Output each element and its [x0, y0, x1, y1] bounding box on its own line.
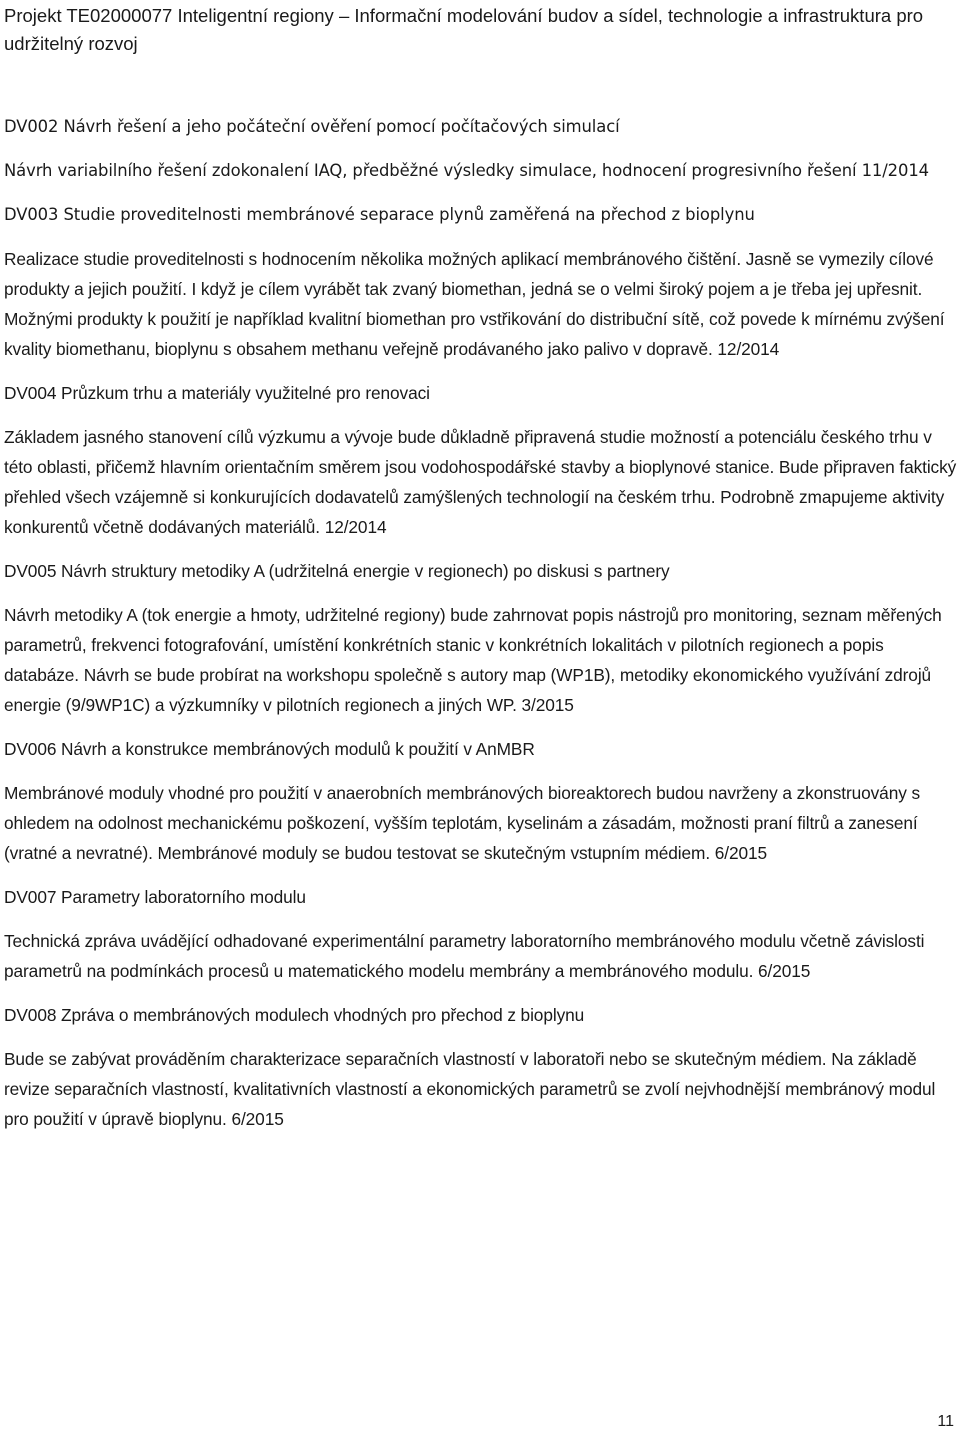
- paragraph-dv003: Realizace studie proveditelnosti s hodnocením několika možných aplikací membránového čištění. Jasně se vymezily cílové produkty a jejich použití. I když je cílem vyrábět tak zvaný biomethan, jedná se o velmi široký pojem a je třeba jej upřesnit. Možnými produkty k použití je například kvalitní biomethan pro vstřikování do distribuční sítě, což povede k mírnému zvýšení kvality biomethanu, bioplynu s obsahem methanu veřejně prodávaného jako palivo v dopravě. 12/2014: [4, 249, 945, 359]
- heading-dv006: DV006 Návrh a konstrukce membránových modulů k použití v AnMBR: [4, 739, 535, 759]
- heading-dv004: DV004 Průzkum trhu a materiály využitelné pro renovaci: [4, 383, 430, 403]
- paragraph-dv005: Návrh metodiky A (tok energie a hmoty, udržitelné regiony) bude zahrnovat popis nástrojů pro monitoring, seznam měřených parametrů, frekvenci fotografování, umístění konkrétních stanic v konkrétních lokalitách v pilotních regionech a popis databáze. Návrh se bude probírat na workshopu společně s autory map (WP1B), metodiky ekonomického využívání zdrojů energie (9/9WP1C) a výzkumníky v pilotních regionech a jiných WP. 3/2015: [4, 605, 942, 715]
- heading-dv005: DV005 Návrh struktury metodiky A (udržitelná energie v regionech) po diskusi s partnery: [4, 561, 670, 581]
- heading-dv003: DV003 Studie proveditelnosti membránové separace plynů zaměřená na přechod z bioplynu: [4, 205, 755, 224]
- paragraph-dv002: Návrh variabilního řešení zdokonalení IAQ, předběžné výsledky simulace, hodnocení progresivního řešení 11/2014: [4, 161, 929, 180]
- page-header: Projekt TE02000077 Inteligentní regiony – Informační modelování budov a sídel, technologie a infrastruktura pro udržitelný rozvoj: [4, 5, 924, 54]
- paragraph-dv007: Technická zpráva uvádějící odhadované experimentální parametry laboratorního membránového modulu včetně závislosti parametrů na podmínkách procesů u matematického modelu membrány a membránového modulu. 6/2015: [4, 931, 925, 981]
- paragraph-dv004: Základem jasného stanovení cílů výzkumu a vývoje bude důkladně připravená studie možností a potenciálu českého trhu v této oblasti, přičemž hlavním orientačním směrem jsou vodohospodářské stavby a bioplynové stanice. Bude připraven faktický přehled všech vzájemně si konkurujících dodavatelů zamýšlených technologií na českém trhu. Podrobně zmapujeme aktivity konkurentů včetně dodávaných materiálů. 12/2014: [4, 427, 957, 537]
- heading-dv008: DV008 Zpráva o membránových modulech vhodných pro přechod z bioplynu: [4, 1005, 585, 1025]
- heading-dv007: DV007 Parametry laboratorního modulu: [4, 887, 306, 907]
- paragraph-dv008: Bude se zabývat prováděním charakterizace separačních vlastností v laboratoři nebo se skutečným médiem. Na základě revize separačních vlastností, kvalitativních vlastností a ekonomických parametrů se zvolí nejvhodnější membránový modul pro použití v úpravě bioplynu. 6/2015: [4, 1049, 936, 1129]
- heading-dv002: DV002 Návrh řešení a jeho počáteční ověření pomocí počítačových simulací: [4, 117, 620, 136]
- paragraph-dv006: Membránové moduly vhodné pro použití v anaerobních membránových bioreaktorech budou navrženy a zkonstruovány s ohledem na odolnost mechanickému poškození, vyšším teplotám, kyselinám a zásadám, možnosti praní filtrů a zanesení (vratné a nevratné). Membránové moduly se budou testovat se skutečným vstupním médiem. 6/2015: [4, 783, 920, 863]
- document-body: [4, 112, 958, 1134]
- page-number: 11: [937, 1413, 954, 1430]
